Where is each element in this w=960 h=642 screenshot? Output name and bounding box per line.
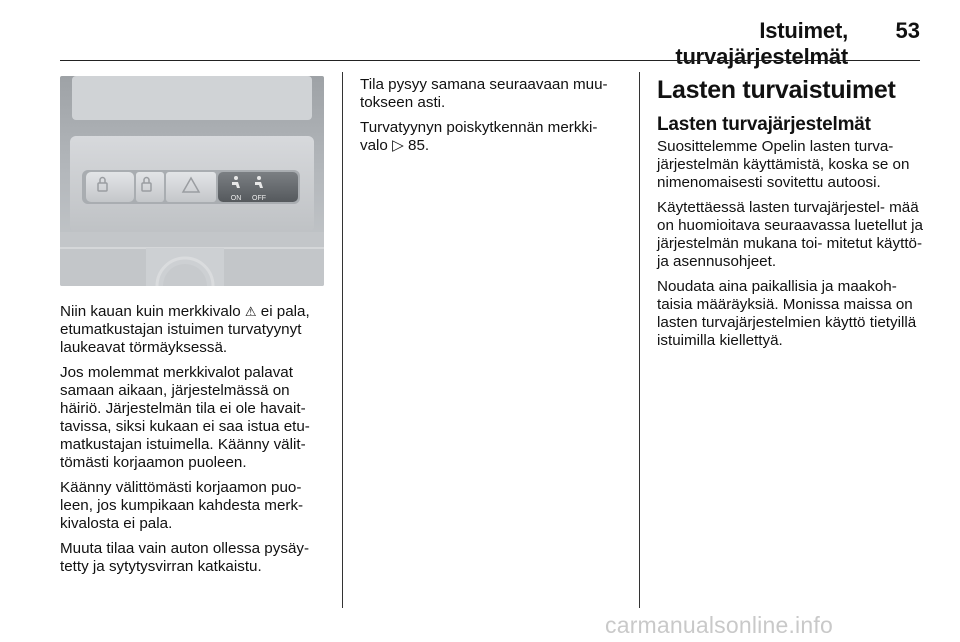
- paragraph-state-persists: Tila pysyy samana seuraavaan muu- tokseen asti.: [360, 76, 608, 111]
- column-1: [60, 303, 332, 583]
- paragraph-recommendation: Suosittelemme Opelin lasten turva- järjestelmän käyttämistä, koska se on nimenomaisesti sovitettu autoosi.: [657, 138, 910, 191]
- text-segment: Turvatyynyn poiskytkennän merkki- valo: [360, 119, 598, 154]
- page-reference: 85.: [403, 137, 430, 154]
- on-label: ON: [230, 195, 242, 202]
- watermark: carmanualsonline.info: [605, 612, 833, 638]
- off-label: OFF: [252, 195, 266, 202]
- subsection-heading: Lasten turvajärjestelmät: [657, 114, 871, 135]
- text-segment: ei pala, etumatkustajan istuimen turvatyynyt laukeavat törmäyksessä.: [60, 303, 310, 356]
- paragraph-indicator: [60, 303, 332, 357]
- paragraph-change-state: Muuta tilaa vain auton ollessa pysäy- tetty ja sytytysvirran katkaistu.: [60, 540, 310, 575]
- text-segment: Niin kauan kuin merkkivalo: [60, 303, 245, 320]
- page-reference-arrow-icon: ▷: [392, 137, 404, 154]
- page-number: 53: [895, 18, 920, 43]
- paragraph-fault: Jos molemmat merkkivalot palavat samaan aikaan, järjestelmässä on häiriö. Järjestelmän tila ei ole havait- tavissa, siksi kukaan ei saa istua etu- matkustajan istuimella. Käänny välit- tömästi korjaamon puoleen.: [60, 364, 310, 471]
- paragraph-regulations: Noudata aina paikallisia ja maakoh- taisia määräyksiä. Monissa maissa on lasten turvajärjestelmien käyttö tietyillä istuimilla kiellettyä.: [657, 278, 917, 349]
- column-2: [360, 76, 625, 162]
- airbag-switch-photo: [60, 76, 324, 286]
- paragraph-indicator-reference: [360, 119, 625, 155]
- page-header-title: Istuimet, turvajärjestelmät: [675, 18, 848, 69]
- column-divider-1: [342, 72, 343, 608]
- airbag-off-indicator-icon: ⚠: [244, 304, 257, 319]
- header-divider: [60, 60, 920, 61]
- column-divider-2: [639, 72, 640, 608]
- paragraph-instructions: Käytettäessä lasten turvajärjestel- mää on huomioitava seuraavassa luetellut ja järjestelmän mukana toi- mitetut käyttö- ja asennusohjeet.: [657, 199, 923, 270]
- column-3: [657, 76, 927, 357]
- section-heading: Lasten turvaistuimet: [657, 76, 896, 104]
- paragraph-neither-lit: Käänny välittömästi korjaamon puo- leen, jos kumpikaan kahdesta merk- kivalosta ei pala.: [60, 479, 304, 532]
